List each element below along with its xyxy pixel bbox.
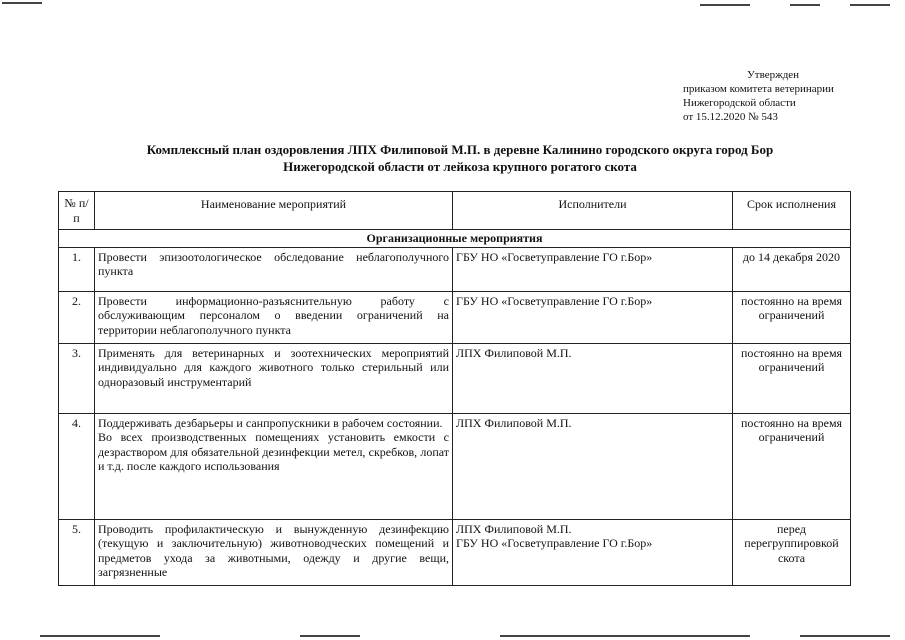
scan-mark <box>790 4 820 6</box>
row-activity <box>95 519 453 585</box>
row-deadline: до 14 декабря 2020 <box>733 247 851 291</box>
title-line: Комплексный план оздоровления ЛПХ Филиповой М.П. в деревне Калинино городского округа город Бор <box>146 142 774 157</box>
header-deadline: Срок исполнения <box>733 192 851 230</box>
executor-text: ГБУ НО «Госветуправление ГО г.Бор» <box>456 293 653 308</box>
executor-text: ГБУ НО «Госветуправление ГО г.Бор» <box>456 536 653 550</box>
activity-text: Провести информационно-разъяснительную работу с обслуживающим персоналом о введении ограничений на территории неблагополучного пункта <box>98 293 449 337</box>
row-number: 1. <box>59 247 95 291</box>
row-deadline: постоянно на время ограничений <box>733 413 851 519</box>
approval-stamp <box>683 68 893 124</box>
executor-text: ЛПХ Филиповой М.П. <box>456 415 572 430</box>
title-line: Нижегородской области от лейкоза крупного рогатого скота <box>283 159 637 174</box>
row-number: 5. <box>59 519 95 585</box>
scan-mark <box>2 2 42 4</box>
table-header-row <box>59 192 851 230</box>
scan-mark <box>40 635 160 637</box>
executor-text: ЛПХ Филиповой М.П. <box>456 345 572 360</box>
approval-line: приказом комитета ветеринарии <box>683 83 834 95</box>
scan-mark <box>300 635 360 637</box>
scan-mark <box>850 4 890 6</box>
row-deadline: постоянно на время ограничений <box>733 291 851 343</box>
table-row <box>59 519 851 585</box>
row-executors <box>453 343 733 413</box>
scan-bottom-edge <box>0 632 905 640</box>
activity-text: Проводить профилактическую и вынужденную дезинфекцию (текущую и заключительную) животноводческих помещений и предметов ухода за животными, одежду и другие вещи, загрязненные <box>98 521 449 579</box>
scan-mark <box>800 635 890 637</box>
row-number: 2. <box>59 291 95 343</box>
executor-text: ЛПХ Филиповой М.П. <box>456 521 572 536</box>
activity-text: Поддерживать дезбарьеры и санпропускники в рабочем состоянии. <box>98 415 443 430</box>
row-activity <box>95 343 453 413</box>
activity-text: Применять для ветеринарных и зоотехнических мероприятий индивидуально для каждого животного только стерильный или одноразовый инструментарий <box>98 345 449 389</box>
approval-line: Утвержден <box>747 69 800 81</box>
approval-line: от 15.12.2020 № 543 <box>683 111 778 123</box>
document-title <box>60 141 860 175</box>
scan-mark <box>500 635 750 637</box>
table-row <box>59 291 851 343</box>
row-number: 3. <box>59 343 95 413</box>
section-row <box>59 230 851 248</box>
row-executors <box>453 413 733 519</box>
row-executors <box>453 519 733 585</box>
row-activity <box>95 413 453 519</box>
row-deadline: постоянно на время ограничений <box>733 343 851 413</box>
scan-top-edge <box>0 0 905 8</box>
table-row <box>59 343 851 413</box>
row-number: 4. <box>59 413 95 519</box>
row-activity <box>95 291 453 343</box>
plan-table <box>58 191 851 586</box>
row-activity <box>95 247 453 291</box>
header-num: № п/п <box>59 192 95 230</box>
section-title: Организационные мероприятия <box>59 230 851 248</box>
table-row <box>59 247 851 291</box>
table-row <box>59 413 851 519</box>
scan-mark <box>700 4 750 6</box>
executor-text: ГБУ НО «Госветуправление ГО г.Бор» <box>456 249 653 264</box>
activity-text: Во всех производственных помещениях установить емкости с дезраствором для обязательной дезинфекции метел, скребков, лопат и т.д. после каждого использования <box>98 430 449 473</box>
approval-line: Нижегородской области <box>683 97 796 109</box>
row-executors <box>453 247 733 291</box>
activity-text: Провести эпизоотологическое обследование неблагополучного пункта <box>98 249 449 278</box>
row-executors <box>453 291 733 343</box>
row-deadline: перед перегруппировкой скота <box>733 519 851 585</box>
header-name: Наименование мероприятий <box>95 192 453 230</box>
header-executors: Исполнители <box>453 192 733 230</box>
